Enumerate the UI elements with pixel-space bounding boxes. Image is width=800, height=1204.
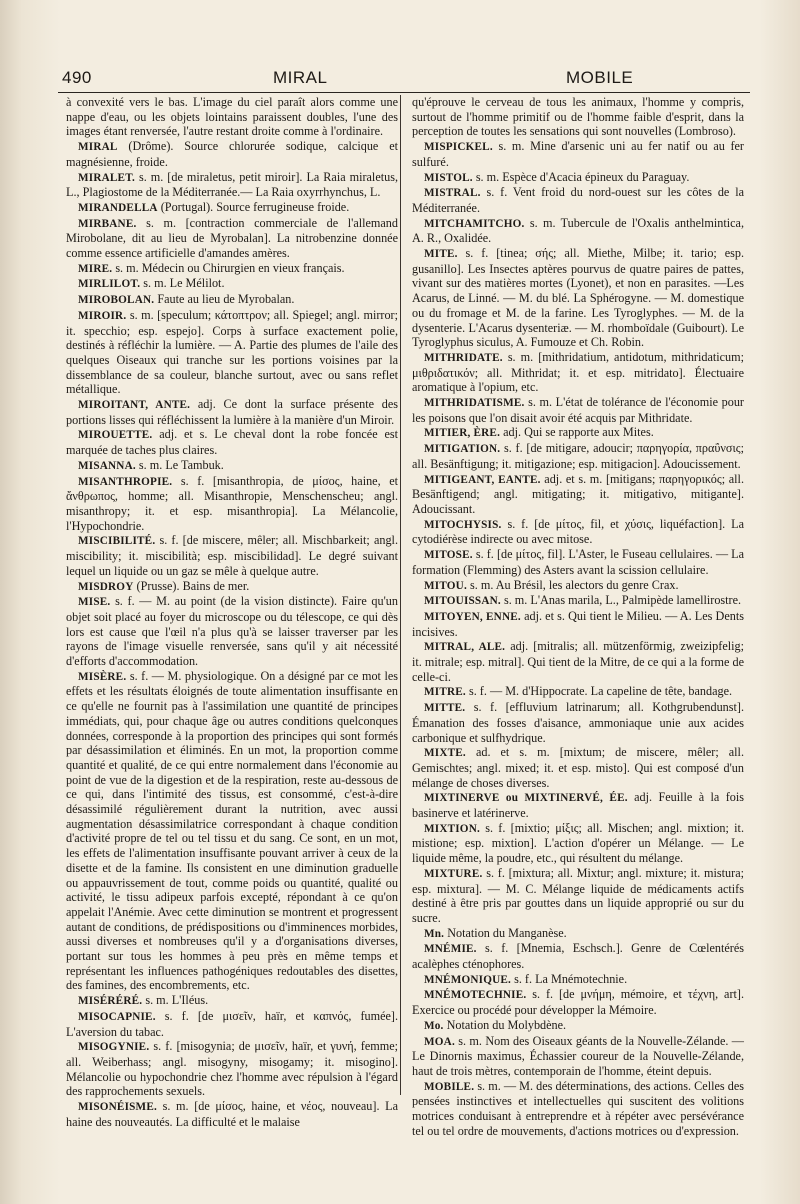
entry-definition: (Prusse). Bains de mer. [133,578,250,593]
right-column [412,95,744,1139]
entry-definition: s. f. La Mnémotechnie. [511,971,628,986]
entry-definition: s. m. Mine d'arsenic uni au fer natif ou au fer sulfuré. [412,139,744,169]
entry-definition: s. f. [de miscere, mêler; all. Mischbarkeit; angl. miscibility; it. miscibilità; esp. miscibilidad]. Le degré suivant lequel un liquide ou un gaz se mêle à quelque autre. [66,533,398,578]
entry-definition: adj. Feuille à la fois basinerve et latérinerve. [412,790,744,821]
dictionary-entry [66,308,398,397]
entry-headword: MITTE. [424,702,466,715]
entry-headword: MISANNA. [78,459,136,472]
entry-headword: MITOU. [424,579,467,592]
entry-headword: MIRALET. [78,171,136,184]
dictionary-entry [66,292,398,308]
entry-definition: s. f. [de μισεῖν, haïr, et καπνός, fumée]. L'aversion du tabac. [66,1008,398,1039]
entry-definition: (Portugal). Source ferrugineuse froide. [157,199,350,214]
dictionary-entry [412,350,744,395]
entry-definition: à convexité vers le bas. L'image du ciel paraît alors comme une nappe d'eau, ou les objets lointains paraissent doubles, l'une des images étant renversée, l'autre restant droite comme à l'ordinaire. [66,95,398,139]
entry-headword: MITCHAMITCHO. [424,217,525,230]
entry-definition: s. f. — M. physiologique. On a désigné par ce mot les effets et les résultats éloignés de toute alimentation insuffisante en ce qu'elle ne fournit pas à l'assimilation une quantité de principes immédiats, qui, pour chaque âge ou autres conditions quelconques données, corresponde à la proportion des principes qui sont formés par désassimilation et éliminés. En un mot, la proportion comme quantité et qualité, de ce qui entre normalement dans l'économie au point de vue de la digestion et de la respiration, reste au-dessous de ce qui, dans l'intimité des tissus, est consommé, c'est-à-dire désassimilé régulièrement durant la nutrition, avec aussi augmentation désassimilatrice correspondant à chaque condition d'activité propre de tel ou tel tissu et du sang. Ce sont, en un mot, les effets de l'alimentation insuffisante pouvant arriver à ceux de la disette et de la famine. Ils consistent en une diminution graduelle ou appauvrissement de tout, comme poids ou quantité, qualité ou activité, le tissu adipeux parfois excepté, répondant à ce qu'on appelait l'Anémie. Avec cette diminution se montrent et progressent autant de conditions, de prédispositions ou d'imminences morbides, aussi diverses et nombreuses qu'il y a d'organisations diverses, portant sur tous les hommes à peu près en même temps et représentant les influences pathogéniques redoutables des disettes, des famines, des encombrements, etc. [66,668,398,993]
entry-headword: MITE. [424,248,458,261]
entry-headword: MIROUETTE. [78,429,153,442]
entry-headword: MITOUISSAN. [424,595,501,608]
entry-definition: adj. et s. m. [mitigans; παρηγορικός; all. Besänftigend; angl. mitigating; it. mitigativo, mitigante]. Adoucissant. [412,471,744,516]
entry-headword: MIRAL [78,141,118,154]
dictionary-entry [412,1079,744,1139]
entry-headword: MITOCHYSIS. [424,518,502,531]
dictionary-entry [412,517,744,547]
entry-definition: adj. Qui se rapporte aux Mites. [500,425,654,440]
dictionary-entry [412,95,744,139]
dictionary-entry [412,790,744,820]
dictionary-entry [66,200,398,216]
entry-definition: s. m. L'Iléus. [142,993,209,1008]
dictionary-entry [412,246,744,350]
dictionary-entry [412,1018,744,1034]
entry-definition: adj. et s. Qui tient le Milieu. — A. Les Dents incisives. [412,608,744,639]
entry-definition: s. f. [effluvium latrinarum; all. Kothgrubendunst]. Émanation des fosses d'aisance, ammoniaque unie aux acides carbonique et sulfhydrique. [412,700,744,745]
entry-definition: s. m. Espèce d'Acacia épineux du Paraguay. [472,169,690,184]
entry-definition: s. f. [de μνήμη, mémoire, et τέχνη, art]. Exercice ou procédé pour développer la Mémoire. [412,987,744,1018]
dictionary-entry [412,866,744,926]
entry-headword: MISONÉISME. [78,1101,157,1114]
entry-headword: MNÉMONIQUE. [424,973,512,986]
entry-headword: MITOYEN, ENNE. [424,610,521,623]
dictionary-entry [412,972,744,988]
entry-headword: MITRE. [424,686,466,699]
dictionary-entry [412,1034,744,1079]
dictionary-entry [66,276,398,292]
entry-definition: s. f. [de μίτος, fil]. L'Aster, le Fuseau cellulaires. — La formation (Flemming) des Asters avant la scission cellulaire. [412,547,744,577]
entry-definition: Faute au lieu de Myrobalan. [154,292,295,307]
entry-definition: s. m. [speculum; κάτοπτρον; all. Spiegel; angl. mirror; it. specchio; esp. espejo]. Corps à surface exactement polie, destinés à réfléchir la lumière. — A. Partie des plumes de l'aile des quelques Oiseaux qui tranche sur les portions voisines par la dissemblance de sa couleur, blanche surtout, avec ou sans reflet métallique. [66,307,398,397]
entry-definition: s. m. Tubercule de l'Oxalis anthelmintica, A. R., Oxalidée. [412,215,744,246]
entry-definition: s. m. — M. des déterminations, des actions. Celles des pensées instinctives et intellectuelles qui suscitent des volitions motrices conduisant à entreprendre et à répéter avec persévérance tel ou tel ordre de mouvements, d'actions motrices ou d'expression. [412,1078,744,1138]
entry-headword: MISTOL. [424,171,473,184]
dictionary-entry [412,185,744,215]
header-rule [58,92,750,93]
dictionary-entry [66,1009,398,1039]
entry-definition: s. f. — M. au point (de la vision distincte). Faire qu'un objet soit placé au foyer du microscope ou du télescope, ce qui dès lors est cause que l'œil n'a plus qu'à se laisser traverser par les rayons de l'image visuelle renversée, sans qu'il y ait nécessité d'efforts d'accommodation. [66,594,398,669]
entry-headword: MISANTHROPIE. [78,475,173,488]
entry-headword: MITRAL, ALE. [424,641,506,654]
entry-headword: Mn. [424,927,445,940]
entry-headword: Mo. [424,1019,444,1032]
dictionary-entry [412,684,744,700]
entry-headword: MISE. [78,596,111,609]
entry-headword: MIRANDELLA [78,201,158,214]
dictionary-entry [66,170,398,200]
entry-definition: s. m. Au Brésil, les alectors du genre Crax. [466,577,679,592]
entry-definition: s. f. [de mitigare, adoucir; παρηγορία, πραΰνσις; all. Besänftigung; it. mitigazione; esp. mitigacion]. Adoucissement. [412,441,744,471]
entry-headword: MISCIBILITÉ. [78,535,156,548]
dictionary-entry [66,1039,398,1099]
dictionary-entry [66,216,398,261]
dictionary-entry [412,547,744,577]
dictionary-entry [66,95,398,139]
entry-headword: MISTRAL. [424,187,481,200]
entry-definition: s. f. [mixtio; μίξις; all. Mischen; angl. mixtion; it. mistione; esp. mixtion]. L'action d'opérer un Mélange. — Le liquide même, la poudre, etc., qui résultent du mélange. [412,820,744,866]
left-running-head: MIRAL [273,68,328,87]
dictionary-entry [412,926,744,942]
entry-definition: s. m. L'état de tolérance de l'économie pour les poisons que l'on disait avoir été acquis par Mithridate. [412,395,744,425]
page-number: 490 [62,68,92,87]
entry-headword: MOA. [424,1035,455,1048]
entry-headword: MITIGEANT, EANTE. [424,473,541,486]
entry-definition: Notation du Molybdène. [443,1017,567,1032]
entry-definition: s. m. Nom des Oiseaux géants de la Nouvelle-Zélande. — Le Dinornis maximus, Échassier coureur de la Nouvelle-Zélande, haut de trois mètres, contemporain de l'homme, éteint depuis. [412,1033,744,1078]
dictionary-entry [412,639,744,684]
entry-headword: MOBILE. [424,1080,475,1093]
dictionary-entry [412,216,744,246]
entry-headword: MNÉMOTECHNIE. [424,989,527,1002]
page-header [58,62,750,88]
entry-definition: s. f. [misanthropia, de μίσος, haine, et ἄνθρωπος, homme; all. Misanthropie, Menschenscheu; angl. misanthropy; it. et esp. misanthropia]. La Mélancolie, l'Hypochondrie. [66,473,398,533]
entry-definition: qu'éprouve le cerveau de tous les animaux, l'homme y compris, surtout de l'homme primitif ou de l'homme faible d'esprit, dans la perception de toutes les sensations qui sont nouvelles (Lombroso). [412,95,744,139]
dictionary-entry [412,578,744,594]
entry-headword: MITIER, ÈRE. [424,427,501,440]
entry-definition: s. f. [tinea; σής; all. Miethe, Milbe; it. tario; esp. gusanillo]. Les Insectes aptères pourvus de quatre paires de pattes, vivant sur des matières mortes (Lyonet), et non en parasites. —Les Acarus, de Linné. — M. du blé. La Sphérogyne. — M. domestique ou du fromage et M. de la farine. Les Tyroglyphes. — M. de la dysenterie. L'Acarus dysenteriæ. — M. rhomboïdale (Guibourt). Le Tyroglyphus siculus, A. Fumouze et Ch. Robin. [412,246,744,350]
entry-headword: MIXTION. [424,822,480,835]
dictionary-entry [66,669,398,993]
entry-headword: MIXTINERVE ou MIXTINERVÉ, ÉE. [424,792,628,805]
entry-headword: MITIGATION. [424,443,501,456]
dictionary-entry [66,1099,398,1129]
dictionary-entry [412,941,744,971]
entry-headword: MIXTURE. [424,867,483,880]
entry-definition: s. m. Le Tambuk. [135,457,224,472]
entry-headword: MIRLILOT. [78,278,141,291]
entry-definition: ad. et s. m. [mixtum; de miscere, mêler; all. Gemischtes; angl. mixed; it. et esp. misto]. Qui est composé d'un mélange de choses diverses. [412,745,744,790]
dictionary-entry [66,533,398,578]
dictionary-entry [66,427,398,457]
left-column [66,95,398,1130]
entry-definition: s. m. Le Mélilot. [140,276,225,291]
dictionary-entry [66,397,398,427]
entry-definition: s. m. [mithridatium, antidotum, mithridaticum; μιθριδατικόν; all. Mithridat; it. et esp. mitridato]. Électuaire aromatique à l'opium, etc. [412,349,744,395]
dictionary-entry [66,993,398,1009]
entry-definition: (Drôme). Source chlorurée sodique, calcique et magnésienne, froide. [66,139,398,169]
entry-headword: MIROITANT, ANTE. [78,399,191,412]
entry-definition: s. m. [de miraletus, petit miroir]. La Raia miraletus, L., Plagiostome de la Méditerranée.— La Raia oxyrrhynchus, L. [66,169,398,200]
entry-headword: MISDROY [78,580,134,593]
entry-definition: s. m. Médecin ou Chirurgien en vieux français. [112,260,345,275]
entry-definition: s. f. — M. d'Hippocrate. La capeline de tête, bandage. [465,684,733,699]
entry-headword: MISOCAPNIE. [78,1010,156,1023]
entry-headword: MISPICKEL. [424,141,493,154]
dictionary-entry [412,441,744,471]
entry-headword: MIRE. [78,262,113,275]
entry-headword: MISÈRE. [78,670,127,683]
entry-definition: adj. [mitralis; all. mützenförmig, zweizipfelig; it. mitrale; esp. mitral]. Qui tient de la Mitre, de ce qui a la forme de celle-ci. [412,639,744,684]
entry-headword: MIROIR. [78,309,127,322]
dictionary-entry [412,821,744,866]
dictionary-entry [412,745,744,790]
dictionary-entry [66,594,398,669]
entry-definition: adj. Ce dont la surface présente des portions lisses qui réfléchissent la lumière à la manière d'un Miroir. [66,397,398,427]
entry-definition: s. m. [de μίσος, haine, et νέος, nouveau]. La haine des nouveautés. La difficulté et le malaise [66,1099,398,1129]
dictionary-entry [412,395,744,425]
entry-headword: MIROBOLAN. [78,294,155,307]
entry-headword: MISÉRÉRÉ. [78,995,143,1008]
entry-definition: s. f. Vent froid du nord-ouest sur les côtes de la Méditerranée. [412,185,744,215]
right-running-head: MOBILE [566,68,634,87]
entry-definition: s. f. [de μίτος, fil, et χύσις, liquéfaction]. La cytodiérèse indirecte ou avec mitose. [412,516,744,547]
dictionary-entry [66,579,398,595]
entry-headword: MITHRIDATISME. [424,397,525,410]
dictionary-entry [412,700,744,745]
dictionary-entry [412,609,744,639]
entry-definition: s. f. [Mnemia, Eschsch.]. Genre de Cœlentérés acalèphes cténophores. [412,941,744,972]
dictionary-entry [66,474,398,534]
entry-headword: MNÉMIE. [424,943,477,956]
entry-definition: adj. et s. Le cheval dont la robe foncée est marquée de taches plus claires. [66,427,398,458]
entry-definition: s. m. L'Anas marila, L., Palmipède lamellirostre. [500,593,742,608]
entry-headword: MITHRIDATE. [424,351,503,364]
dictionary-entry [412,139,744,169]
entry-headword: MIRBANE. [78,217,137,230]
dictionary-entry [66,261,398,277]
dictionary-entry [66,458,398,474]
dictionary-entry [412,472,744,517]
dictionary-entry [412,170,744,186]
entry-headword: MIXTE. [424,747,466,760]
dictionary-entry [66,139,398,169]
entry-definition: s. f. [misogynia; de μισεῖν, haïr, et γυνή, femme; all. Weiberhass; angl. misogyny, misogamy; it. misogino]. Mélancolie ou hypochondrie chez l'homme avec répulsion à l'égard des rapprochements sexuels. [66,1039,398,1099]
dictionary-entry [412,593,744,609]
dictionary-entry [412,987,744,1017]
entry-definition: s. m. [contraction commerciale de l'allemand Mirobolane, dit au lieu de Myrobalan]. La nitrobenzine donnée comme essence artificielle d'amandes amères. [66,215,398,261]
entry-headword: MISOGYNIE. [78,1041,150,1054]
entry-definition: s. f. [mixtura; all. Mixtur; angl. mixture; it. mistura; esp. mixtura]. — M. C. Mélange liquide de médicaments actifs destiné à être pris par gouttes dans un liquide approprié ou sur du sucre. [412,865,744,925]
entry-headword: MITOSE. [424,549,473,562]
entry-definition: Notation du Manganèse. [444,925,567,940]
column-divider [400,95,401,1095]
dictionary-entry [412,425,744,441]
